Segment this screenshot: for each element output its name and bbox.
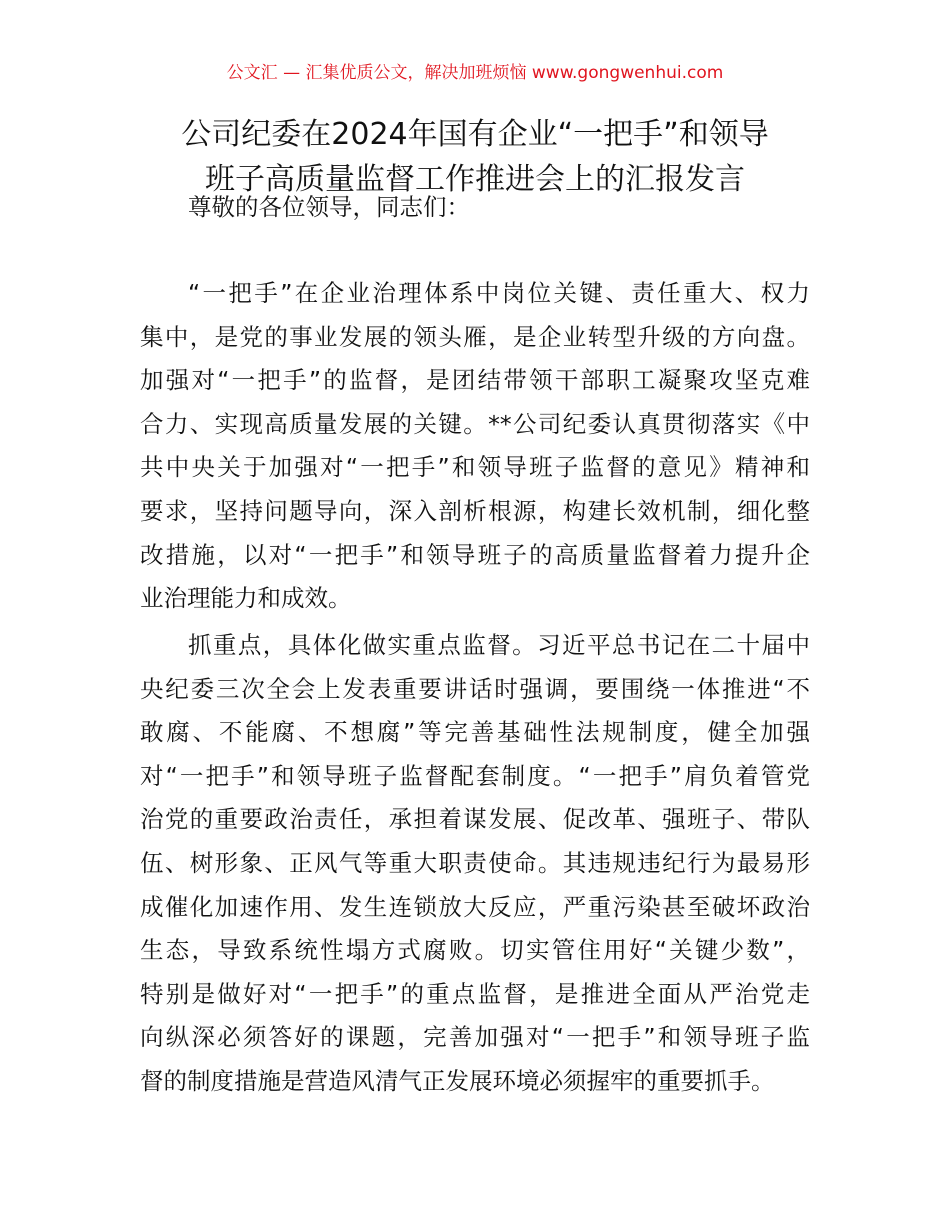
paragraph-line: 对“一把手”和领导班子监督配套制度。“一把手”肩负着管党 <box>140 761 810 790</box>
paragraph-line: 治党的重要政治责任，承担着谋发展、促改革、强班子、带队 <box>140 805 810 834</box>
title-line: 公司纪委在2024年国有企业“一把手”和领导 <box>181 117 769 152</box>
paragraph-line: 向纵深必须答好的课题，完善加强对“一把手”和领导班子监 <box>140 1023 810 1052</box>
paragraph-line: 抓重点，具体化做实重点监督。习近平总书记在二十届中 <box>188 631 810 659</box>
paragraph-line: “一把手”在企业治理体系中岗位关键、责任重大、权力 <box>188 279 810 307</box>
paragraph-line: 央纪委三次全会上发表重要讲话时强调，要围绕一体推进“不 <box>140 674 810 703</box>
paragraph-line: 要求，坚持问题导向，深入剖析根源，构建长效机制，细化整 <box>140 496 810 525</box>
paragraph-line: 业治理能力和成效。 <box>140 584 352 613</box>
paragraph-line: 生态，导致系统性塌方式腐败。切实管住用好“关键少数”， <box>140 936 810 965</box>
salutation: 尊敬的各位领导，同志们： <box>188 193 470 221</box>
paragraph-line: 伍、树形象、正风气等重大职责使命。其违规违纪行为最易形 <box>140 848 810 877</box>
paragraph-line: 督的制度措施是营造风清气正发展环境必须握牢的重要抓手。 <box>140 1066 775 1095</box>
paragraph-1 <box>140 272 810 621</box>
paragraph-line: 加强对“一把手”的监督，是团结带领干部职工凝聚攻坚克难 <box>140 366 810 395</box>
paragraph-line: 特别是做好对“一把手”的重点监督，是推进全面从严治党走 <box>140 979 810 1008</box>
paragraph-line: 成催化加速作用、发生连锁放大反应，严重污染甚至破坏政治 <box>140 892 810 921</box>
title-line: 班子高质量监督工作推进会上的汇报发言 <box>205 162 745 197</box>
paragraph-line: 集中，是党的事业发展的领头雁，是企业转型升级的方向盘。 <box>140 322 810 351</box>
paragraph-line: 改措施，以对“一把手”和领导班子的高质量监督着力提升企 <box>140 540 810 569</box>
site-banner: 公文汇 — 汇集优质公文，解决加班烦恼 www.gongwenhui.com <box>226 63 724 83</box>
paragraph-2 <box>140 624 810 1104</box>
document-title <box>130 112 820 202</box>
paragraph-line: 共中央关于加强对“一把手”和领导班子监督的意见》精神和 <box>140 453 810 482</box>
paragraph-line: 合力、实现高质量发展的关键。**公司纪委认真贯彻落实《中 <box>140 409 810 438</box>
paragraph-line: 敢腐、不能腐、不想腐”等完善基础性法规制度，健全加强 <box>140 718 810 747</box>
